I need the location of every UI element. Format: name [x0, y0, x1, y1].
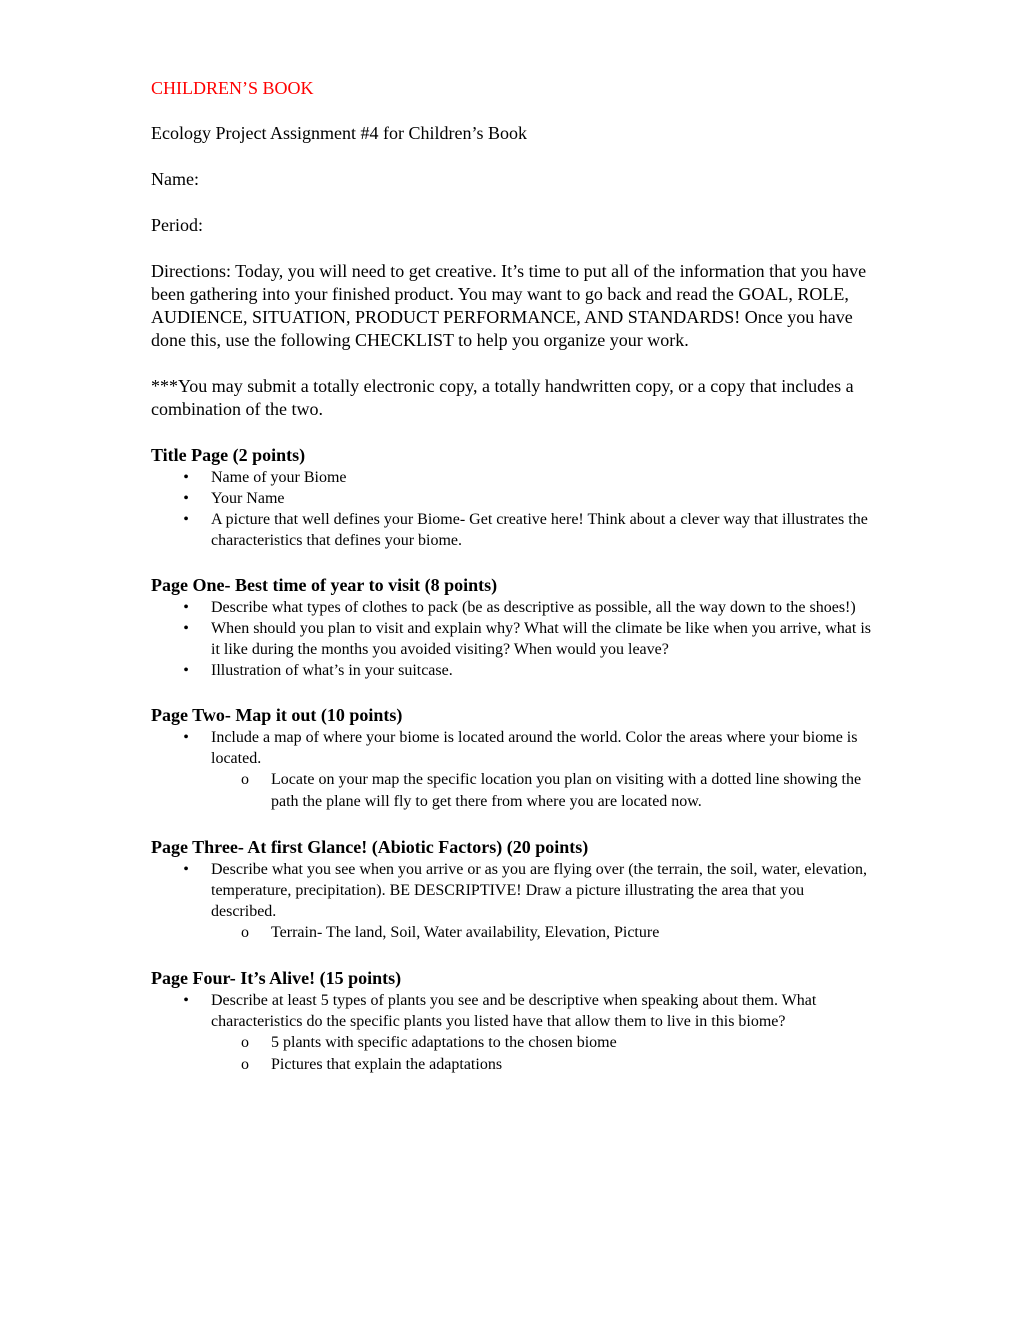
name-label: Name: [151, 169, 199, 189]
list-item: • When should you plan to visit and explain why? What will the climate be like when you arrive, what is it like during the months you avoided visiting? When would you leave? [151, 618, 871, 660]
bullet-list [151, 990, 871, 1076]
section-heading: Page Four- It’s Alive! (15 points) [151, 968, 402, 988]
sub-bullet-icon: o [241, 1034, 249, 1051]
section-page-three [151, 836, 871, 944]
submission-note: ***You may submit a totally electronic copy, a totally handwritten copy, or a copy that includes a combination of the two. [151, 376, 854, 419]
section-heading: Title Page (2 points) [151, 445, 306, 465]
list-item: • Describe what types of clothes to pack (be as descriptive as possible, all the way down to the shoes!) [151, 597, 871, 618]
assignment-subtitle: Ecology Project Assignment #4 for Children’s Book [151, 123, 527, 143]
directions-paragraph: Directions: Today, you will need to get creative. It’s time to put all of the information that you have been gathering into your finished product. You may want to go back and read the GOAL, ROLE, AUDIENCE, SITUATION, PRODUCT PERFORMANCE, AND STANDARDS! Once you have done this, use the following CHECKLIST to help you organize your work. [151, 261, 867, 350]
list-item: • Describe at least 5 types of plants you see and be descriptive when speaking about them. What characteristics do the specific plants you listed have that allow them to live in this biome? o 5 plants with specific adaptations to the chosen biome o Pictures that explain the adaptations [151, 990, 871, 1076]
section-heading: Page Three- At first Glance! (Abiotic Factors) (20 points) [151, 837, 589, 857]
bullet-list [151, 597, 871, 681]
bullet-icon: • [183, 490, 189, 507]
list-item: • A picture that well defines your Biome- Get creative here! Think about a clever way that illustrates the characteristics that defines your biome. [151, 509, 871, 551]
bullet-icon: • [183, 599, 189, 616]
period-label: Period: [151, 215, 203, 235]
bullet-list [151, 727, 871, 813]
bullet-icon: • [183, 861, 189, 878]
sub-list-item: o 5 plants with specific adaptations to the chosen biome [211, 1032, 871, 1054]
sub-list-item: o Terrain- The land, Soil, Water availability, Elevation, Picture [211, 922, 871, 944]
bullet-icon: • [183, 992, 189, 1009]
list-item: • Illustration of what’s in your suitcase. [151, 660, 871, 681]
document-title: CHILDREN’S BOOK [151, 78, 314, 98]
bullet-icon: • [183, 469, 189, 486]
list-item: • Describe what you see when you arrive or as you are flying over (the terrain, the soil, water, elevation, temperature, precipitation). BE DESCRIPTIVE! Draw a picture illustrating the area that you described. o Terrain- The land, Soil, Water availability, Elevation, Picture [151, 859, 871, 944]
list-item: • Include a map of where your biome is located around the world. Color the areas where your biome is located. o Locate on your map the specific location you plan on visiting with a dotted line showing the path the plane will fly to get there from where you are located now. [151, 727, 871, 813]
section-page-two [151, 704, 871, 813]
bullet-icon: • [183, 662, 189, 679]
sub-bullet-list [211, 922, 871, 944]
section-heading: Page One- Best time of year to visit (8 points) [151, 575, 498, 595]
sub-bullet-icon: o [241, 771, 249, 788]
bullet-icon: • [183, 511, 189, 528]
bullet-icon: • [183, 729, 189, 746]
bullet-list [151, 467, 871, 551]
sub-bullet-list [211, 769, 871, 813]
section-page-one [151, 574, 871, 681]
sub-list-item: o Locate on your map the specific location you plan on visiting with a dotted line showing the path the plane will fly to get there from where you are located now. [241, 771, 862, 810]
bullet-icon: • [183, 620, 189, 637]
section-title-page [151, 444, 871, 551]
section-heading: Page Two- Map it out (10 points) [151, 705, 403, 725]
sub-list-item: o Pictures that explain the adaptations [211, 1054, 871, 1076]
document-page [151, 76, 871, 1076]
bullet-list [151, 859, 871, 944]
list-item: • Your Name [151, 488, 871, 509]
sub-bullet-icon: o [241, 1056, 249, 1073]
list-item: • Name of your Biome [151, 467, 871, 488]
sub-bullet-list [211, 1032, 871, 1076]
section-page-four [151, 967, 871, 1076]
sub-bullet-icon: o [241, 924, 249, 941]
